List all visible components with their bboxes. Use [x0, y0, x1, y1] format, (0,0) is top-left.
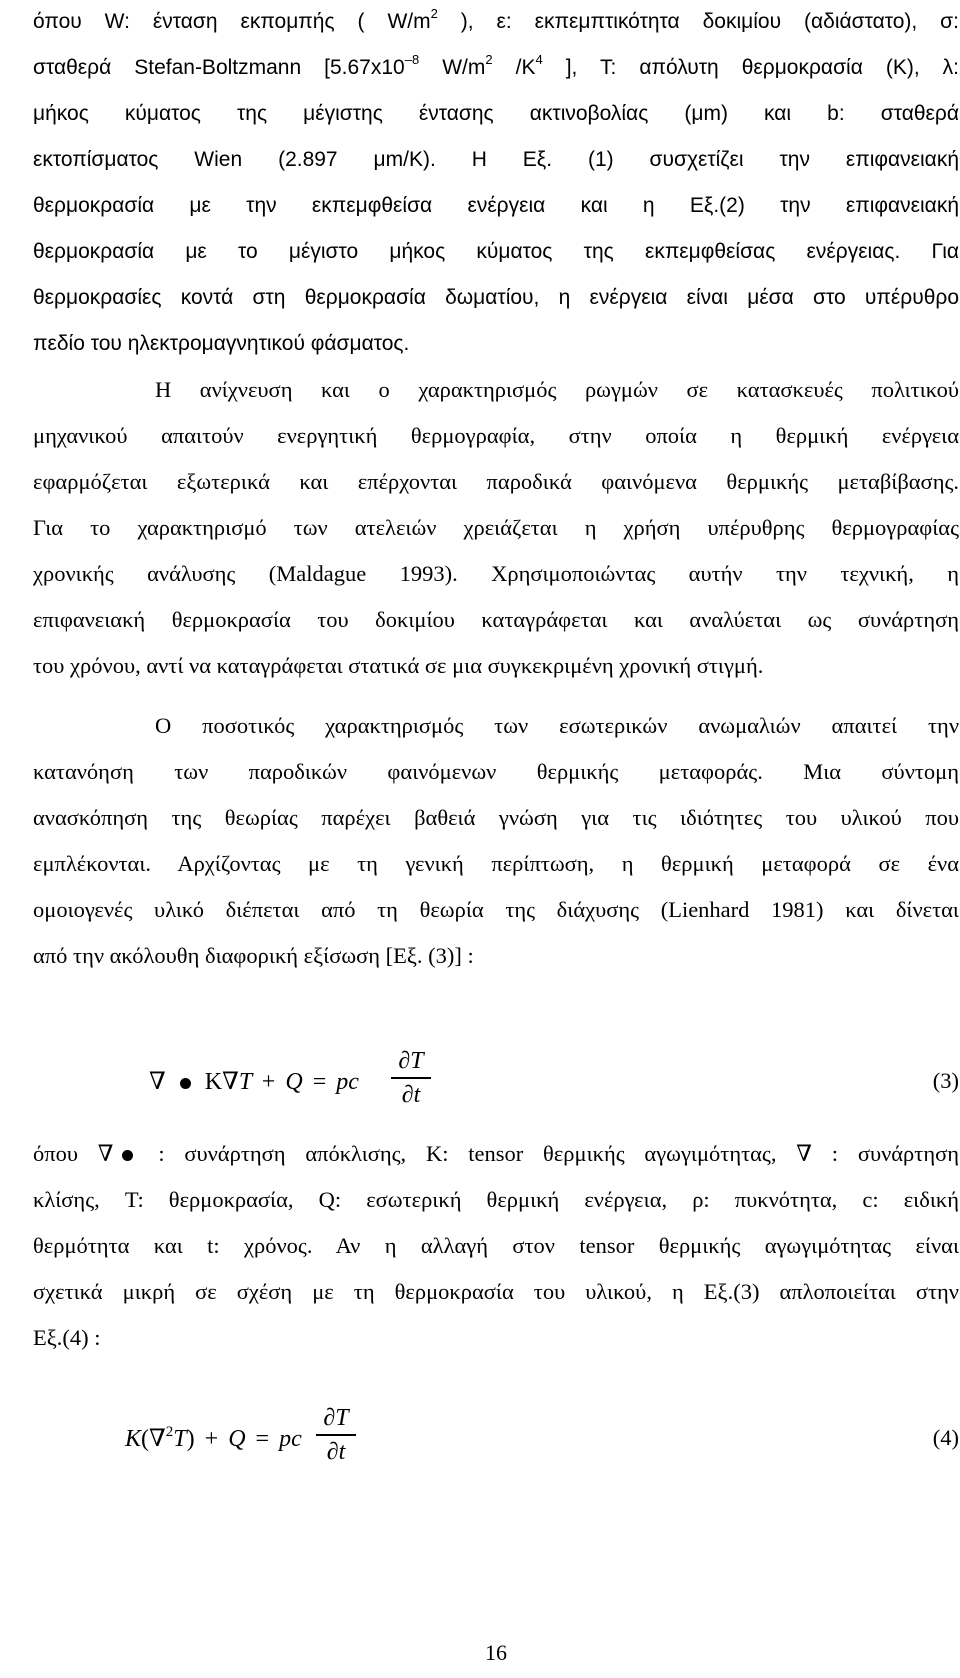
text-line: Ο ποσοτικός χαρακτηρισμός των εσωτερικών ανωμαλιών απαιτεί την: [155, 713, 959, 738]
equation-number: (3): [932, 1068, 959, 1093]
text-line: σταθερά Stefan-Boltzmann [$5.67x10^{-8}$ $W/m^2$ $/K^4$ ], T: απόλυτη θερμοκρασία (K), λ:: [33, 52, 960, 79]
text-line: όπου ∇ : συνάρτηση απόκλισης, K: tensor θερμικής αγωγιμότητας, ∇ : συνάρτηση: [33, 1141, 959, 1166]
text-line: κατανόηση των παροδικών φαινόμενων θερμικής μεταφοράς. Μια σύντομη: [33, 759, 959, 784]
text-line: ομοιογενές υλικό διέπεται από τη θεωρία της διάχυσης (Lienhard 1981) και δίνεται: [33, 897, 959, 922]
document-page: όπου W: ένταση εκπομπής ( $W/m^2$ ), ε: εκπεμπτικότητα δοκιμίου (αδιάστατο), σ: σταθερά Stefan-Boltzmann [$5.67x10^{-8}$ $W/m^2$ $/K^4$ ], T: απόλυτη θερμοκρασία (K), λ: μήκος κύματος της μέγιστης έντασης ακτινοβολίας (μm) και b: σταθερά εκτοπίσματος Wien (2.897 μm/K). Η Εξ. (1) συσχετίζει την επιφανειακή θερμοκρασία με την εκπεμφθείσα ενέργεια και η Εξ.(2) την επιφανειακή θερμοκρασία με το μέγιστο μήκος κύματος της εκπεμφθείσας ενέργειας. Για θερμοκρασίες κοντά στη θερμοκρασία δωματίου, η ενέργεια είναι μέσα στο υπέρυθρο πεδίο του ηλεκτρομαγνητικού φάσματος. Η ανίχνευση και ο χαρακτηρισμός ρωγμών σε κατασκευές πολιτικού μηχανικού απαιτούν ενεργητική θερμογραφία, στην οποία η θερμική ενέργεια εφαρμόζεται εξωτερικά και επέρχονται παροδικά φαινόμενα θερμικής μεταβίβασης. Για το χαρακτηρισμό των ατελειών χρειάζεται η χρήση υπέρυθρης θερμογραφίας χρονικής ανάλυσης (Maldague 1993). Χρησιμοποιώντας αυτήν την τεχνική, η επιφανειακή θερμοκρασία του δοκιμίου καταγράφεται και αναλύεται ως συνάρτηση του χρόνου, αντί να καταγράφεται στατικά σε μια συγκεκριμένη χρονική στιγμή. Ο ποσοτικός χαρακτηρισμός των εσωτερικών ανωμαλιών απαιτεί την κατανόηση των παροδικών φαινόμενων θερμικής μεταφοράς. Μια σύντομη ανασκόπηση της θεωρίας παρέχει βαθειά γνώση για τις ιδιότητες του υλικού που εμπλέκονται. Αρχίζοντας με τη γενική περίπτωση, η θερμική μεταφορά σε ένα ομοιογενές υλικό διέπεται από τη θεωρία της διάχυσης (Lienhard 1981) και δίνεται από την ακόλουθη διαφορική εξίσωση [Εξ. (3)] : ∇ K∇T + Q = pc ∂T ∂t (3) όπου ∇ : συνάρτηση απόκλισης, K: tensor θερμικής αγωγιμότητας, ∇ : συνάρτηση κλίσης, T: θερμοκρασία, Q: εσωτερική θερμική ενέργεια, ρ: πυκνότητα, c: ειδική θερμότητα και t: χρόνος. Αν η αλλαγή στον tensor θερμικής αγωγιμότητας είναι σχετικά μικρή σε σχέση με τη θερμοκρασία του υλικού, η Εξ.(3) απλοποιείται στην Εξ.(4) : K(∇$^2$T) + Q = pc ∂T ∂t (4) 16: [33, 6, 960, 1665]
text-line: εκτοπίσματος Wien (2.897 μm/K). Η Εξ. (1) συσχετίζει την επιφανειακή: [33, 148, 959, 171]
text-line: εμπλέκονται. Αρχίζοντας με τη γενική περίπτωση, η θερμική μεταφορά σε ένα: [33, 851, 959, 876]
text-line: επιφανειακή θερμοκρασία του δοκιμίου καταγράφεται και αναλύεται ως συνάρτηση: [33, 607, 959, 632]
text-line: μηχανικού απαιτούν ενεργητική θερμογραφία, στην οποία η θερμική ενέργεια: [33, 423, 959, 448]
dot-operator-icon: [122, 1150, 133, 1161]
text-line: του χρόνου, αντί να καταγράφεται στατικά σε μια συγκεκριμένη χρονική στιγμή.: [33, 653, 764, 678]
text-line: από την ακόλουθη διαφορική εξίσωση [Εξ. (3)] :: [33, 943, 474, 968]
nabla-symbol: ∇: [796, 1141, 812, 1166]
text-line: θερμοκρασία με την εκπεμφθείσα ενέργεια και η Εξ.(2) την επιφανειακή: [33, 194, 959, 217]
text-line: κλίσης, T: θερμοκρασία, Q: εσωτερική θερμική ενέργεια, ρ: πυκνότητα, c: ειδική: [33, 1187, 959, 1212]
text-line: μήκος κύματος της μέγιστης έντασης ακτινοβολίας (μm) και b: σταθερά: [33, 102, 959, 125]
text-line: θερμοκρασίες κοντά στη θερμοκρασία δωματίου, η ενέργεια είναι μέσα στο υπέρυθρο: [33, 286, 959, 309]
nabla-symbol: ∇: [97, 1141, 114, 1166]
text-line: Εξ.(4) :: [33, 1325, 101, 1350]
text-line: σχετικά μικρή σε σχέση με τη θερμοκρασία του υλικού, η Εξ.(3) απλοποιείται στην: [33, 1279, 959, 1304]
text-line: χρονικής ανάλυσης (Maldague 1993). Χρησιμοποιώντας αυτήν την τεχνική, η: [33, 561, 959, 586]
text-line: ανασκόπηση της θεωρίας παρέχει βαθειά γνώση για τις ιδιότητες του υλικού που: [33, 805, 959, 830]
fraction: ∂T ∂t: [316, 1404, 356, 1466]
text-line: πεδίο του ηλεκτρομαγνητικού φάσματος.: [33, 332, 410, 355]
text-line: εφαρμόζεται εξωτερικά και επέρχονται παροδικά φαινόμενα θερμικής μεταβίβασης.: [33, 469, 959, 494]
page-number: 16: [485, 1640, 507, 1665]
fraction: ∂T ∂t: [391, 1047, 431, 1109]
nabla-symbol: ∇: [149, 1069, 166, 1095]
text-line: Η ανίχνευση και ο χαρακτηρισμός ρωγμών σε κατασκευές πολιτικού: [155, 377, 959, 402]
dot-operator-icon: [180, 1078, 191, 1089]
text-line: όπου W: ένταση εκπομπής ( $W/m^2$ ), ε: εκπεμπτικότητα δοκιμίου (αδιάστατο), σ:: [33, 6, 959, 33]
equation-number: (4): [932, 1425, 959, 1450]
text-line: Για το χαρακτηρισμό των ατελειών χρειάζεται η χρήση υπέρυθρης θερμογραφίας: [33, 515, 959, 540]
text-line: θερμοκρασία με το μέγιστο μήκος κύματος της εκπεμφθείσας ενέργειας. Για: [33, 240, 959, 263]
text-line: θερμότητα και t: χρόνος. Αν η αλλαγή στον tensor θερμικής αγωγιμότητας είναι: [33, 1233, 959, 1258]
